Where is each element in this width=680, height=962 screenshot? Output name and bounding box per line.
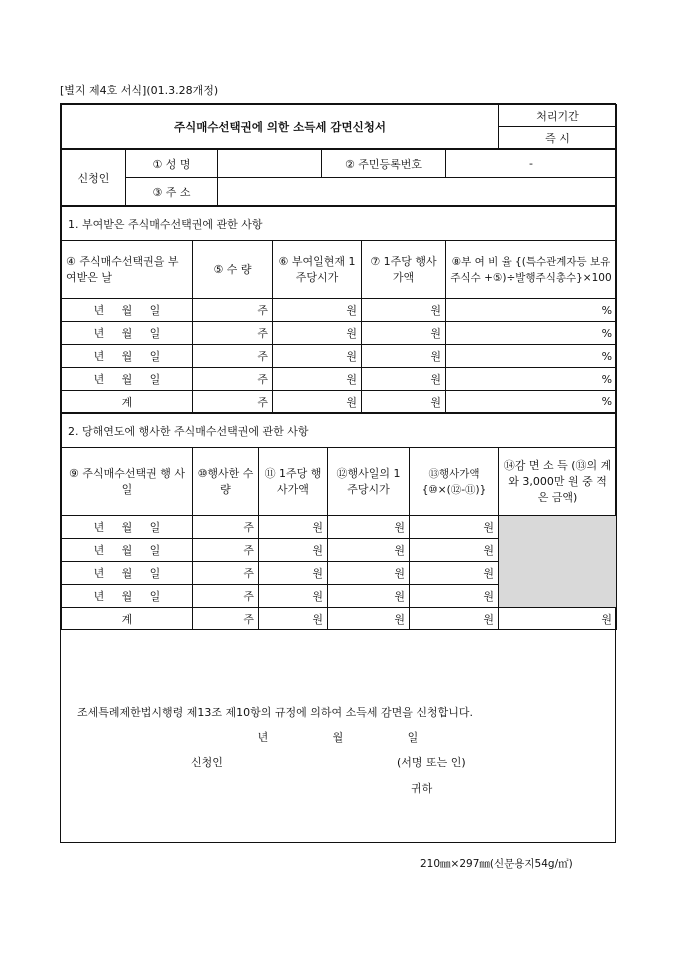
exercise-price-cell[interactable]: 원 xyxy=(259,516,328,539)
exercise-price-cell[interactable]: 원 xyxy=(259,562,328,585)
table-row xyxy=(62,322,617,345)
s2-total-amount[interactable]: 원 xyxy=(410,608,499,630)
qty-cell[interactable]: 주 xyxy=(193,585,259,608)
s1-total-price[interactable]: 원 xyxy=(273,391,362,413)
qty-cell[interactable]: 주 xyxy=(193,562,259,585)
s2-header-market-price: ⑫행사일의 1주당시가 xyxy=(328,448,410,516)
day-unit: 일 xyxy=(149,304,161,317)
year-unit: 년 xyxy=(93,544,105,557)
section2-title: 2. 당해연도에 행사한 주식매수선택권에 관한 사항 xyxy=(62,414,617,448)
signature-label[interactable]: (서명 또는 인) xyxy=(397,756,466,769)
declaration-date[interactable] xyxy=(61,729,615,745)
year-unit: 년 xyxy=(93,327,105,340)
s2-total-label: 계 xyxy=(62,608,193,630)
table-row xyxy=(62,516,617,539)
amount-cell[interactable]: 원 xyxy=(410,516,499,539)
shaded-cell xyxy=(499,516,617,608)
s1-header-quantity: ⑤ 수 량 xyxy=(193,241,273,299)
exercise-price-cell[interactable]: 원 xyxy=(259,539,328,562)
month-unit: 월 xyxy=(121,567,133,580)
month-unit: 월 xyxy=(121,544,133,557)
ratio-cell[interactable]: % xyxy=(446,345,617,368)
s1-header-exercise-price: ⑦ 1주당 행사가액 xyxy=(362,241,446,299)
name-label: ① 성 명 xyxy=(126,150,218,178)
month-unit: 월 xyxy=(121,327,133,340)
section2-table xyxy=(61,413,617,630)
date-year: 년 xyxy=(257,731,269,744)
s2-header-reduced-income: ⑭감 면 소 득 (⑬의 계와 3,000만 원 중 적은 금액) xyxy=(499,448,617,516)
s1-total-exercise[interactable]: 원 xyxy=(362,391,446,413)
day-unit: 일 xyxy=(149,350,161,363)
day-unit: 일 xyxy=(149,567,161,580)
amount-cell[interactable]: 원 xyxy=(410,585,499,608)
amount-cell[interactable]: 원 xyxy=(410,539,499,562)
s2-header-exercise-price: ⑪ 1주당 행사가액 xyxy=(259,448,328,516)
market-price-cell[interactable]: 원 xyxy=(328,539,410,562)
s1-header-grant-ratio: ⑧부 여 비 율 {(특수관계자등 보유주식수 +⑤)÷발행주식총수}×100 xyxy=(446,241,617,299)
year-unit: 년 xyxy=(93,590,105,603)
recipient-label: 귀하 xyxy=(411,782,433,795)
amount-cell[interactable]: 원 xyxy=(410,562,499,585)
s1-header-market-price: ⑥ 부여일현재 1주당시가 xyxy=(273,241,362,299)
month-unit: 월 xyxy=(121,590,133,603)
declaration-text: 조세특례제한법시행령 제13조 제10항의 규정에 의하여 소득세 감면을 신청합니다. xyxy=(77,706,473,719)
date-day: 일 xyxy=(407,731,419,744)
date-cell[interactable] xyxy=(62,516,193,539)
s1-total-label: 계 xyxy=(62,391,193,413)
processing-period-label: 처리기간 xyxy=(499,105,617,127)
application-form xyxy=(60,103,616,843)
price-cell[interactable]: 원 xyxy=(273,368,362,391)
table-row xyxy=(62,299,617,322)
year-unit: 년 xyxy=(93,304,105,317)
applicant-table xyxy=(61,149,617,206)
form-title: 주식매수선택권에 의한 소득세 감면신청서 xyxy=(62,105,499,149)
rrn-field[interactable]: - xyxy=(446,150,617,178)
exercise-cell[interactable]: 원 xyxy=(362,345,446,368)
market-price-cell[interactable]: 원 xyxy=(328,562,410,585)
s1-header-grant-date: ④ 주식매수선택권을 부여받은 날 xyxy=(62,241,193,299)
qty-cell[interactable]: 주 xyxy=(193,299,273,322)
qty-cell[interactable]: 주 xyxy=(193,368,273,391)
date-cell[interactable] xyxy=(62,539,193,562)
s2-total-exercise[interactable]: 원 xyxy=(259,608,328,630)
exercise-cell[interactable]: 원 xyxy=(362,368,446,391)
qty-cell[interactable]: 주 xyxy=(193,516,259,539)
qty-cell[interactable]: 주 xyxy=(193,345,273,368)
form-number: [별지 제4호 서식](01.3.28개정) xyxy=(60,84,219,97)
applicant-label: 신청인 xyxy=(62,150,126,206)
address-label: ③ 주 소 xyxy=(126,178,218,206)
section1-table xyxy=(61,206,617,413)
section1-title: 1. 부여받은 주식매수선택권에 관한 사항 xyxy=(62,207,617,241)
table-row xyxy=(62,368,617,391)
address-field[interactable] xyxy=(218,178,617,206)
day-unit: 일 xyxy=(149,590,161,603)
year-unit: 년 xyxy=(93,373,105,386)
processing-period-value: 즉 시 xyxy=(499,127,617,149)
date-cell[interactable] xyxy=(62,299,193,322)
rrn-label: ② 주민등록번호 xyxy=(322,150,446,178)
s2-header-exercise-amount: ⑬행사가액 {⑩×(⑫-⑪)} xyxy=(410,448,499,516)
year-unit: 년 xyxy=(93,521,105,534)
price-cell[interactable]: 원 xyxy=(273,322,362,345)
day-unit: 일 xyxy=(149,327,161,340)
exercise-cell[interactable]: 원 xyxy=(362,322,446,345)
table-row xyxy=(62,345,617,368)
exercise-cell[interactable]: 원 xyxy=(362,299,446,322)
month-unit: 월 xyxy=(121,350,133,363)
market-price-cell[interactable]: 원 xyxy=(328,516,410,539)
date-cell[interactable] xyxy=(62,562,193,585)
market-price-cell[interactable]: 원 xyxy=(328,585,410,608)
s1-total-qty[interactable]: 주 xyxy=(193,391,273,413)
s2-total-reduced[interactable]: 원 xyxy=(499,608,617,630)
ratio-cell[interactable]: % xyxy=(446,322,617,345)
s2-total-qty[interactable]: 주 xyxy=(193,608,259,630)
date-cell[interactable] xyxy=(62,368,193,391)
day-unit: 일 xyxy=(149,521,161,534)
paper-size-note: 210㎜×297㎜(신문용지54g/㎡) xyxy=(420,858,573,870)
s2-total-market[interactable]: 원 xyxy=(328,608,410,630)
ratio-cell[interactable]: % xyxy=(446,368,617,391)
month-unit: 월 xyxy=(121,304,133,317)
price-cell[interactable]: 원 xyxy=(273,299,362,322)
s2-header-quantity: ⑩행사한 수량 xyxy=(193,448,259,516)
qty-cell[interactable]: 주 xyxy=(193,322,273,345)
ratio-cell[interactable]: % xyxy=(446,299,617,322)
price-cell[interactable]: 원 xyxy=(273,345,362,368)
day-unit: 일 xyxy=(149,373,161,386)
month-unit: 월 xyxy=(121,373,133,386)
s1-total-ratio[interactable]: % xyxy=(446,391,617,413)
day-unit: 일 xyxy=(149,544,161,557)
declaration-applicant-label: 신청인 xyxy=(191,756,223,769)
year-unit: 년 xyxy=(93,567,105,580)
date-cell[interactable] xyxy=(62,585,193,608)
month-unit: 월 xyxy=(121,521,133,534)
date-cell[interactable] xyxy=(62,322,193,345)
title-table xyxy=(61,104,617,149)
exercise-price-cell[interactable]: 원 xyxy=(259,585,328,608)
name-field[interactable] xyxy=(218,150,322,178)
date-month: 월 xyxy=(332,731,344,744)
qty-cell[interactable]: 주 xyxy=(193,539,259,562)
year-unit: 년 xyxy=(93,350,105,363)
s2-header-exercise-date: ⑨ 주식매수선택권 행 사 일 xyxy=(62,448,193,516)
date-cell[interactable] xyxy=(62,345,193,368)
